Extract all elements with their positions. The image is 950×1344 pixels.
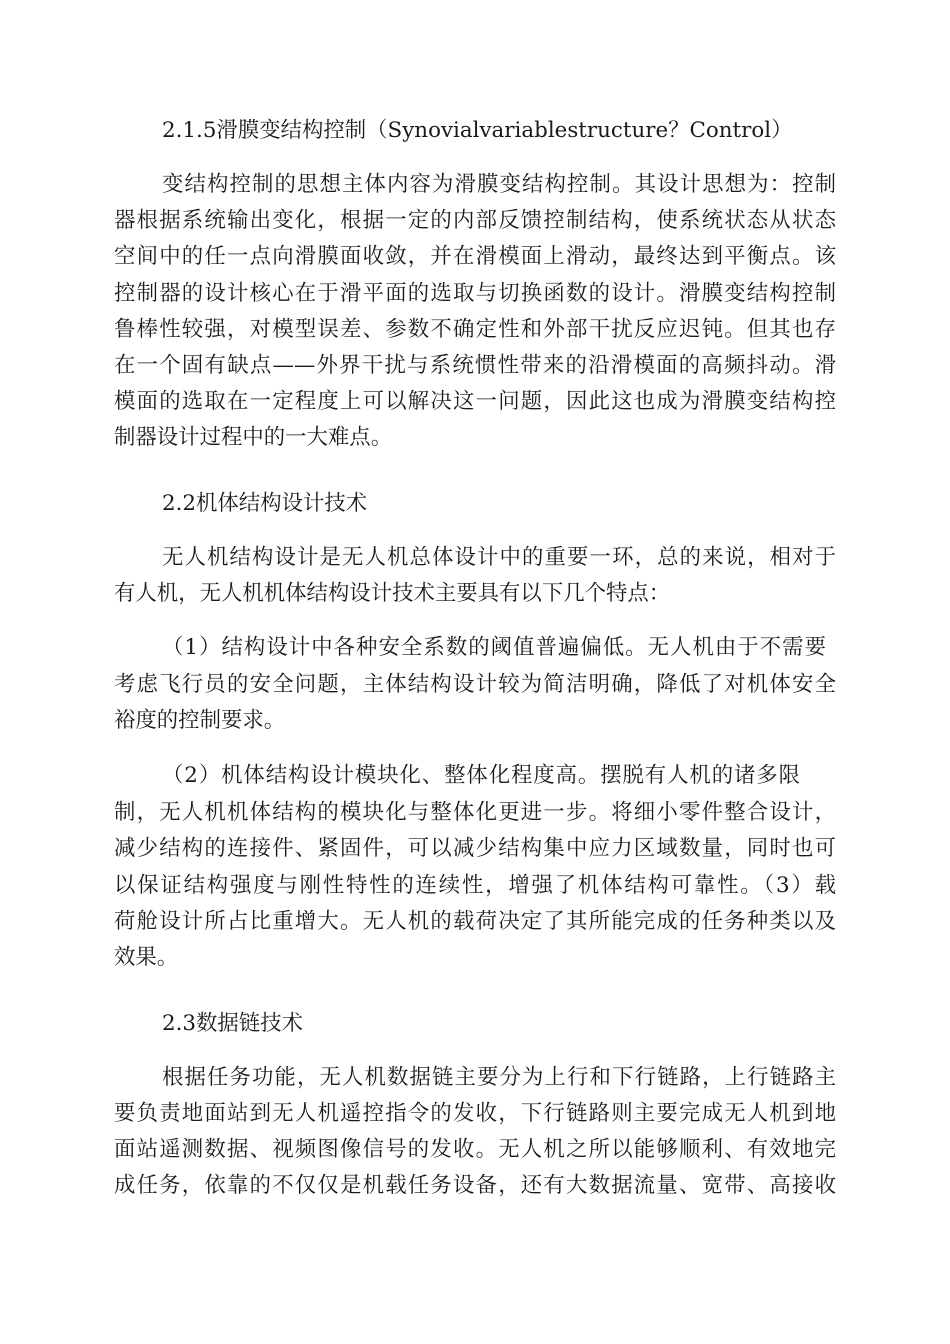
paragraph-line: 以保证结构强度与刚性特性的连续性，增强了机体结构可靠性。（3）载	[114, 873, 836, 898]
paragraph-line: 考虑飞行员的安全问题，主体结构设计较为简洁明确，降低了对机体安全	[114, 672, 836, 697]
paragraph-line: 空间中的任一点向滑膜面收敛，并在滑模面上滑动，最终达到平衡点。该	[114, 244, 836, 269]
section-heading-2-3: 2.3数据链技术	[162, 1011, 303, 1036]
paragraph-line: 减少结构的连接件、紧固件，可以减少结构集中应力区域数量，同时也可	[114, 836, 836, 861]
paragraph-line: 根据任务功能，无人机数据链主要分为上行和下行链路，上行链路主	[162, 1065, 836, 1090]
paragraph-line: 无人机结构设计是无人机总体设计中的重要一环，总的来说，相对于	[162, 545, 836, 570]
paragraph-line: 变结构控制的思想主体内容为滑膜变结构控制。其设计思想为：控制	[162, 172, 836, 197]
paragraph-line: 鲁棒性较强，对模型误差、参数不确定性和外部干扰反应迟钝。但其也存	[114, 317, 836, 342]
section-heading-2-2: 2.2机体结构设计技术	[162, 491, 368, 516]
section-heading-2-1-5: 2.1.5滑膜变结构控制（Synovialvariablestructure？Control）	[162, 118, 793, 143]
paragraph-line: （1）结构设计中各种安全系数的阈值普遍偏低。无人机由于不需要	[162, 635, 826, 660]
paragraph-line: 有人机，无人机机体结构设计技术主要具有以下几个特点：	[114, 581, 671, 606]
paragraph-line: 面站遥测数据、视频图像信号的发收。无人机之所以能够顺利、有效地完	[114, 1137, 836, 1162]
paragraph-line: 成任务，依靠的不仅仅是机载任务设备，还有大数据流量、宽带、高接收	[114, 1173, 836, 1198]
paragraph-line: 模面的选取在一定程度上可以解决这一问题，因此这也成为滑膜变结构控	[114, 389, 836, 414]
paragraph-line: 制器设计过程中的一大难点。	[114, 425, 393, 450]
paragraph-line: 控制器的设计核心在于滑平面的选取与切换函数的设计。滑膜变结构控制	[114, 281, 836, 306]
paragraph-line: 制，无人机机体结构的模块化与整体化更进一步。将细小零件整合设计，	[114, 800, 836, 825]
paragraph-line: 器根据系统输出变化，根据一定的内部反馈控制结构，使系统状态从状态	[114, 208, 836, 233]
paragraph-line: （2）机体结构设计模块化、整体化程度高。摆脱有人机的诸多限	[162, 763, 800, 788]
paragraph-line: 效果。	[114, 945, 179, 970]
paragraph-line: 荷舱设计所占比重增大。无人机的载荷决定了其所能完成的任务种类以及	[114, 909, 836, 934]
paragraph-line: 裕度的控制要求。	[114, 708, 286, 733]
paragraph-line: 在一个固有缺点——外界干扰与系统惯性带来的沿滑模面的高频抖动。滑	[114, 353, 836, 378]
paragraph-line: 要负责地面站到无人机遥控指令的发收，下行链路则主要完成无人机到地	[114, 1101, 836, 1126]
